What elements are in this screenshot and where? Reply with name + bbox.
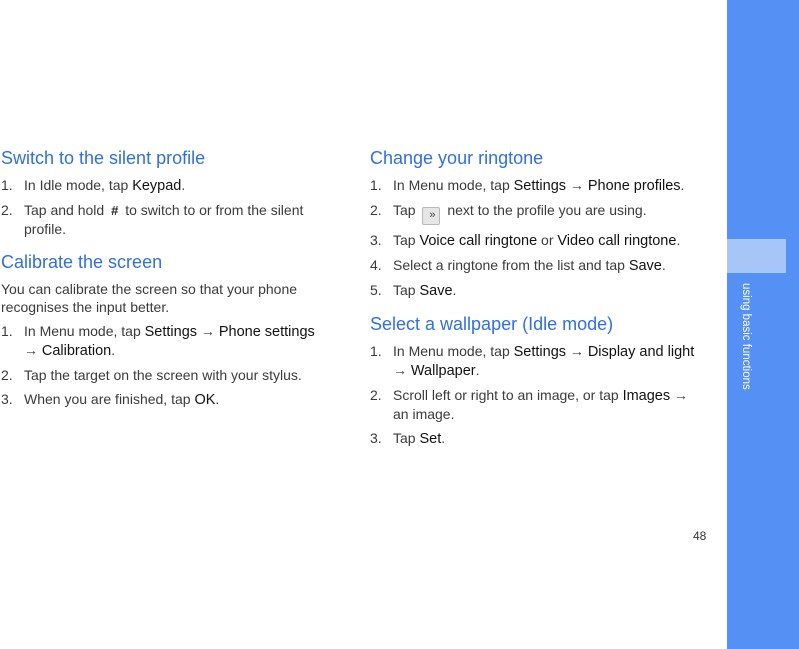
more-options-icon: »: [422, 207, 440, 225]
list-item: 2. Tap the target on the screen with your stylus.: [1, 367, 302, 383]
list-item: 1. In Menu mode, tap Settings → Display and light → Wallpaper.: [370, 343, 695, 379]
list-item: 3. Tap Voice call ringtone or Video call ringtone.: [370, 232, 681, 249]
section-label: using basic functions: [740, 283, 752, 390]
wallpaper-steps: [370, 342, 706, 448]
list-item: 2. Tap » next to the profile you are using.: [370, 201, 706, 225]
keypad-term: Keypad: [132, 178, 182, 194]
calibrate-steps: [1, 322, 341, 409]
list-item: 4. Select a ringtone from the list and tap Save.: [370, 257, 666, 274]
list-item: 5. Tap Save.: [370, 282, 457, 299]
ringtone-steps: [370, 176, 706, 300]
silent-profile-heading: Switch to the silent profile: [1, 148, 206, 168]
silent-profile-steps: [1, 176, 341, 238]
list-item: 1. In Idle mode, tap Keypad.: [1, 177, 186, 194]
list-item: 2. Scroll left or right to an image, or tap Images → an image.: [370, 387, 689, 422]
list-item: 3. When you are finished, tap OK.: [1, 391, 220, 408]
wallpaper-heading: Select a wallpaper (Idle mode): [370, 314, 614, 334]
right-column: [370, 146, 706, 454]
page-number: 48: [693, 529, 707, 543]
left-column: [1, 146, 341, 415]
calibrate-heading: Calibrate the screen: [1, 252, 163, 272]
list-item: 1. In Menu mode, tap Settings → Phone profiles.: [370, 177, 685, 194]
ringtone-heading: Change your ringtone: [370, 148, 544, 168]
calibrate-intro: You can calibrate the screen so that your phone recognises the input better.: [1, 281, 298, 315]
chapter-tab: [727, 239, 786, 273]
list-item: 2. Tap and hold # to switch to or from the silent profile.: [1, 202, 304, 237]
hash-key-icon: #: [111, 203, 119, 218]
list-item: 3. Tap Set.: [370, 430, 446, 447]
list-item: 1. In Menu mode, tap Settings → Phone settings → Calibration.: [1, 323, 315, 359]
